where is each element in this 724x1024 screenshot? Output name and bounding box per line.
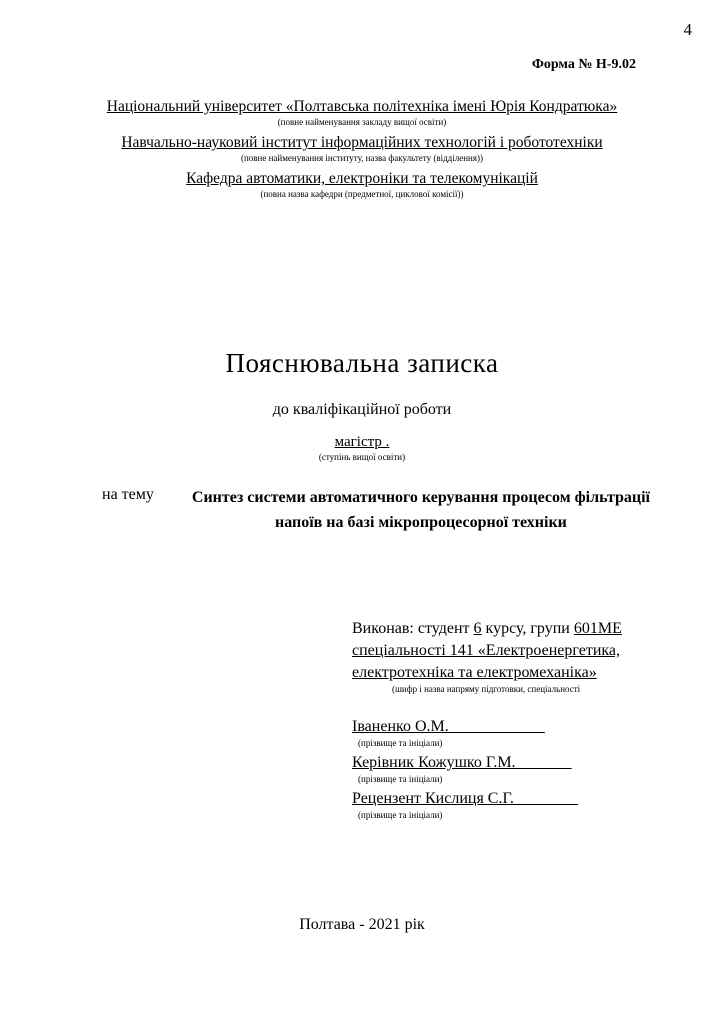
university-caption: (повне найменування закладу вищої освіти) [277, 117, 447, 127]
speciality-line-1: спеціальності 141 «Електроенергетика, [352, 642, 621, 659]
speciality-line-2: електротехніка та електромеханіка» [352, 664, 597, 681]
student-name: Іваненко О.М.____________ [352, 718, 545, 735]
department-caption: (повна назва кафедри (предметної, циклової комісії)) [260, 189, 464, 199]
form-number: Форма № Н-9.02 [531, 57, 636, 72]
group-number: 601МЕ [573, 620, 622, 637]
reviewer-name: Рецензент Кислиця С.Г.________ [352, 790, 578, 807]
names-block [352, 717, 622, 821]
header-block [60, 97, 664, 200]
topic-block [102, 485, 666, 535]
reviewer-caption: (прізвище та ініціали) [358, 810, 443, 820]
document-title: Пояснювальна записка [225, 348, 499, 378]
student-caption: (прізвище та ініціали) [358, 738, 443, 748]
page-number: 4 [683, 20, 692, 39]
degree-level: магістр . [334, 434, 390, 450]
degree-caption: (ступінь вищої освіти) [318, 452, 406, 462]
topic-text: Синтез системи автоматичного керування процесом фільтрації напоїв на базі мікропроцесорної техніки [191, 489, 650, 531]
department-name: Кафедра автоматики, електроніки та телекомунікацій [186, 170, 538, 187]
supervisor-name: Керівник Кожушко Г.М._______ [352, 754, 572, 771]
performed-prefix: Виконав: студент [352, 620, 474, 637]
author-block [352, 618, 622, 825]
course-number: 6 [473, 620, 482, 637]
performed-line [352, 618, 622, 640]
university-name: Національний університет «Полтавська політехніка імені Юрія Кондратюка» [106, 98, 618, 115]
degree-block [0, 434, 724, 463]
topic-label: на тему [102, 486, 154, 503]
speciality-caption: (шифр і назва напряму підготовки, спеціальності [392, 684, 581, 694]
supervisor-caption: (прізвище та ініціали) [358, 774, 443, 784]
institute-caption: (повне найменування інституту, назва факультету (відділення)) [240, 153, 483, 163]
footer-city-year: Полтава - 2021 рік [299, 916, 425, 933]
document-subtitle: до кваліфікаційної роботи [272, 401, 452, 418]
performed-middle: курсу, групи [481, 620, 574, 637]
institute-name: Навчально-науковий інститут інформаційних технологій і робототехніки [121, 134, 603, 151]
